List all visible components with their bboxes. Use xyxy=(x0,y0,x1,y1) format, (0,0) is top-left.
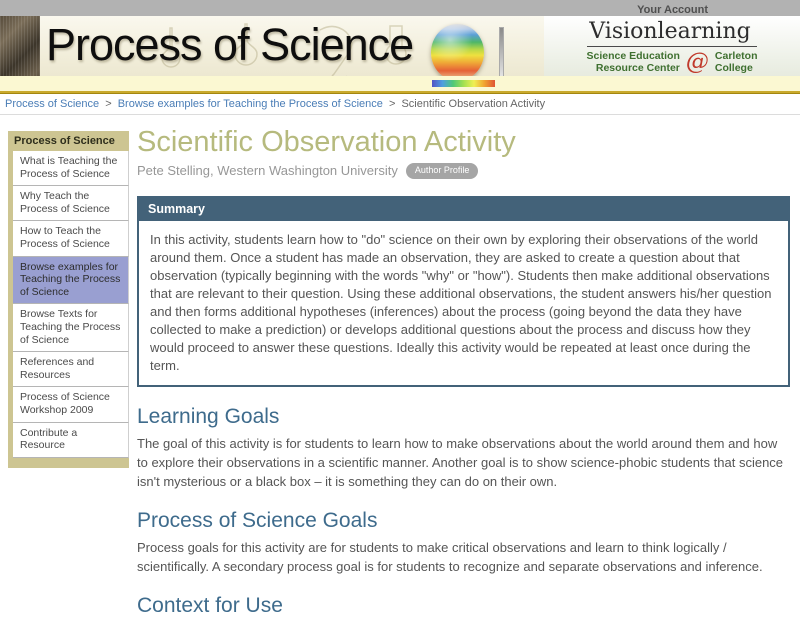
sidebar-nav xyxy=(8,151,129,458)
section-heading-context-for-use: Context for Use xyxy=(137,593,283,617)
banner-yellow-strip xyxy=(0,76,800,91)
site-title: Process of Science xyxy=(46,19,414,70)
breadcrumb-separator: > xyxy=(388,98,396,110)
breadcrumb-link-home[interactable]: Process of Science xyxy=(5,98,100,110)
author-name: Pete Stelling, Western Washington University xyxy=(137,163,398,179)
page-title: Scientific Observation Activity xyxy=(137,126,516,158)
serc-logo-panel xyxy=(544,16,800,76)
main-content xyxy=(137,127,790,623)
section-heading-process-goals: Process of Science Goals xyxy=(137,508,378,532)
sidebar-item-workshop-2009[interactable]: Process of Science Workshop 2009 xyxy=(13,387,129,422)
serc-carleton-logo[interactable] xyxy=(587,50,758,74)
site-banner xyxy=(0,16,800,91)
author-row xyxy=(137,163,790,179)
sidebar-item-how-to-teach[interactable]: How to Teach the Process of Science xyxy=(13,221,129,256)
summary-box xyxy=(137,196,790,387)
section-body-process-goals: Process goals for this activity are for students to make critical observations and learn to think logically / scientifically. A secondary process goal is for students to recognize and separate observations and inference. xyxy=(137,539,763,574)
breadcrumb-link-browse-examples[interactable]: Browse examples for Teaching the Process of Science xyxy=(117,98,383,110)
summary-box-body: In this activity, students learn how to "do" science on their own by exploring their observations of the world around them. Once a student has made an observation, they are asked to create a question about that observation (typically beginning with the words "why" or "how"). Students then make additional observations that are relevant to their question. Using these additional observations, the student answers his/her question and then forms additional hypotheses (inferences) about the process (going beyond the data they have collected to make a prediction) or develops additional questions about the process and discuss how they would proceed to answer these questions. Ideally this activity would be repeated at least once during the term. xyxy=(150,231,772,373)
breadcrumb-current: Scientific Observation Activity xyxy=(401,98,546,110)
visionlearning-logo[interactable]: Visionlearning xyxy=(587,21,756,47)
section-body-learning-goals: The goal of this activity is for students to learn how to make observations about the world around them and how to explore their observations in a scientific manner. Another goal is to show science-phobic students that science isn't mysterious or a black box – it is something they can do on their own. xyxy=(137,435,784,489)
sidebar-item-contribute[interactable]: Contribute a Resource xyxy=(13,423,129,458)
globe-icon xyxy=(431,24,484,81)
at-symbol-icon: @ xyxy=(685,48,709,75)
sidebar-item-what-is[interactable]: What is Teaching the Process of Science xyxy=(13,151,129,186)
serc-label: Science Education Resource Center xyxy=(586,50,680,75)
globe-scalebar xyxy=(499,27,504,80)
sidebar-item-why-teach[interactable]: Why Teach the Process of Science xyxy=(13,186,129,221)
sidebar-item-browse-texts[interactable]: Browse Texts for Teaching the Process of Science xyxy=(13,304,129,352)
sidebar-item-browse-examples[interactable]: Browse examples for Teaching the Process of Science xyxy=(13,257,129,305)
section-heading-learning-goals: Learning Goals xyxy=(137,404,280,428)
your-account-link[interactable]: Your Account xyxy=(637,4,708,16)
account-bar xyxy=(0,0,800,16)
breadcrumb-separator: > xyxy=(105,98,112,110)
summary-box-header: Summary xyxy=(139,198,788,221)
sidebar-item-references[interactable]: References and Resources xyxy=(13,352,129,387)
sidebar xyxy=(8,131,129,468)
sidebar-footer-bar xyxy=(8,458,129,468)
globe-colorbar xyxy=(432,80,495,87)
author-profile-button[interactable]: Author Profile xyxy=(406,163,479,179)
sidebar-header: Process of Science xyxy=(8,131,129,151)
carleton-label: Carleton College xyxy=(714,50,758,75)
page-layout xyxy=(0,115,800,623)
breadcrumb xyxy=(0,94,800,115)
